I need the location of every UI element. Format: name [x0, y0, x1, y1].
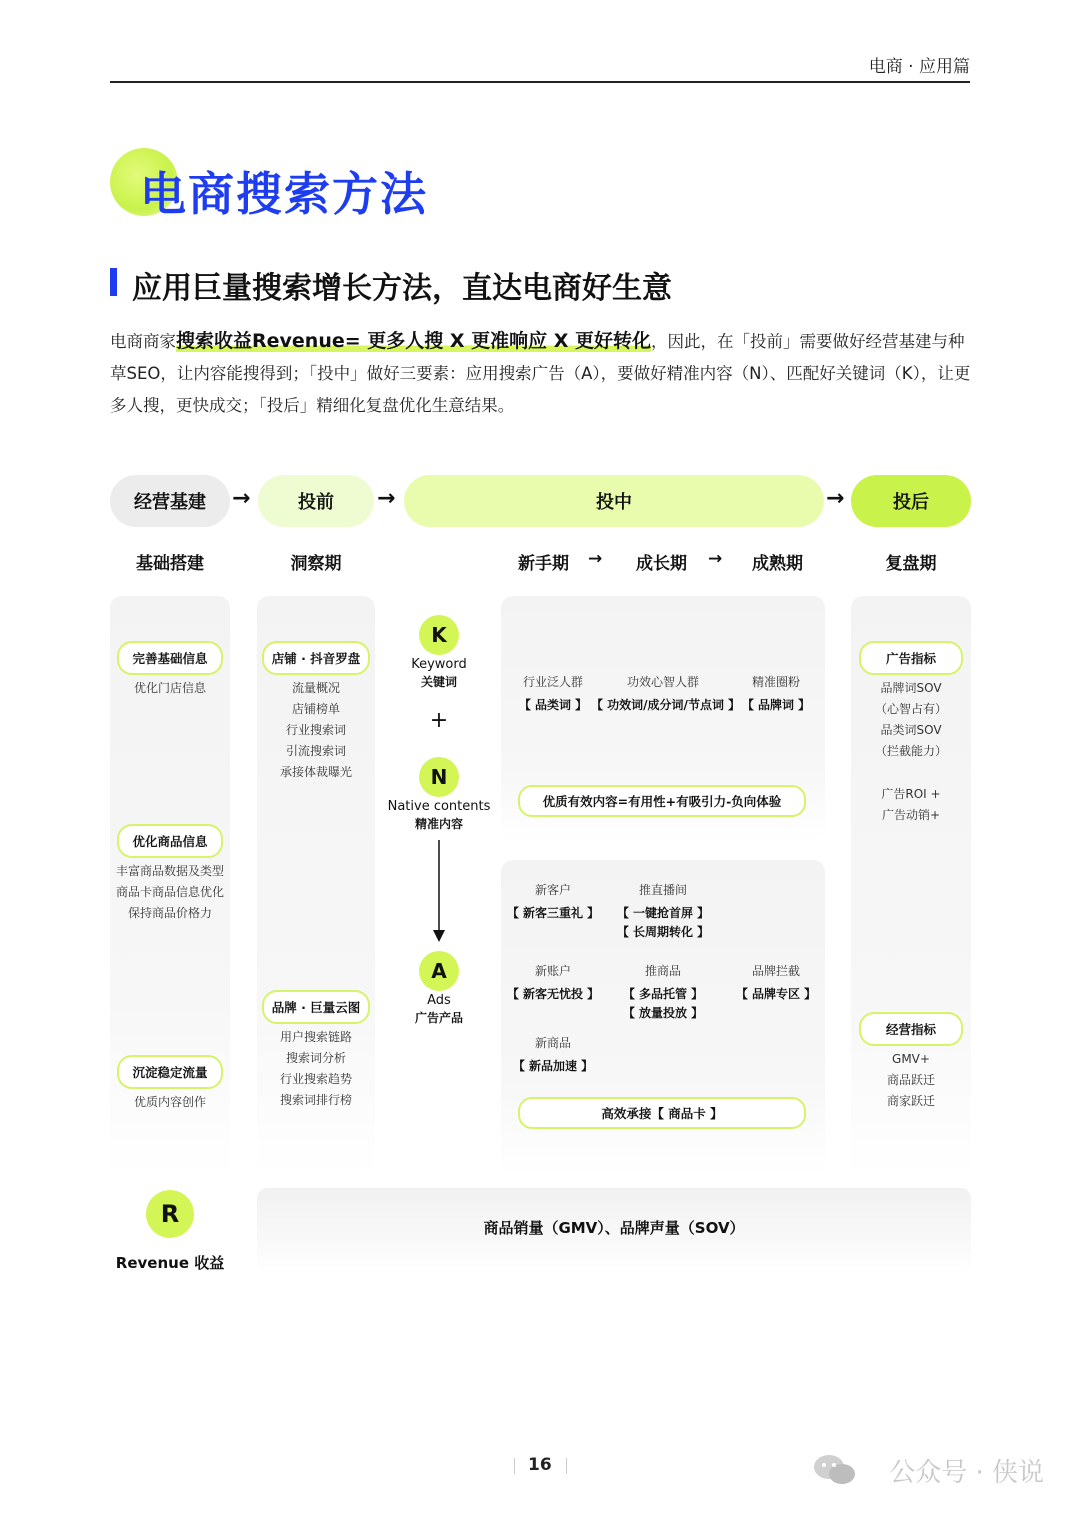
- mid-item-value: 【 多品托管 】: [622, 987, 704, 1001]
- post-item: 品类词SOV: [880, 723, 942, 737]
- phase-pre-pill: 投前: [258, 475, 374, 527]
- tag-basic-info: 完善基础信息: [117, 641, 223, 675]
- pre-item: 行业搜索词: [285, 723, 346, 737]
- pre-item: 搜索词分析: [285, 1051, 346, 1065]
- header-divider: [110, 81, 970, 83]
- ops-item: 保持商品价格力: [127, 906, 212, 920]
- mid-item-label: 推商品: [644, 964, 681, 978]
- intro-prefix: 电商商家: [110, 332, 176, 351]
- post-item: （拦截能力）: [874, 744, 947, 758]
- intro-formula: 搜索收益Revenue= 更多人搜 X 更准响应 X 更好转化: [176, 330, 652, 352]
- intro-body: ，因此，在「投前」需要做好经营基建与种草SEO，让内容能搜得到；「投中」做好三要素：应用搜索广告（A），要做好精准内容（N）、匹配好关键词（K），让更多人搜，更快成交；「投后」精细化复盘优化生意结果。: [110, 332, 971, 415]
- intro-paragraph: [110, 325, 972, 422]
- arrow-right-icon: →: [232, 486, 251, 511]
- mid-item-label: 品牌拦截: [751, 964, 800, 978]
- pre-item: 行业搜索趋势: [279, 1072, 352, 1086]
- k-english: Keyword: [411, 657, 467, 672]
- r-circle: R: [146, 1190, 194, 1238]
- n-chinese: 精准内容: [414, 817, 463, 831]
- tag-stable-traffic: 沉淀稳定流量: [117, 1055, 223, 1089]
- mid-group-value: 【 功效词/成分词/节点词 】: [591, 698, 741, 712]
- mid-group-value: 【 品类词 】: [518, 698, 588, 712]
- mid-item-label: 推直播间: [638, 883, 687, 897]
- k-circle: K: [419, 615, 459, 655]
- pre-item: 搜索词排行榜: [279, 1093, 352, 1107]
- page-number-divider: [514, 1458, 515, 1474]
- revenue-label: Revenue 收益: [115, 1254, 225, 1272]
- ops-item: 优质内容创作: [133, 1095, 206, 1109]
- pre-item: 用户搜索链路: [279, 1030, 352, 1044]
- post-item: 广告动销+: [881, 808, 941, 822]
- ops-item: 优化门店信息: [133, 681, 206, 695]
- mid-item-value: 【 长周期转化 】: [616, 925, 710, 939]
- mid-item-value: 【 品牌专区 】: [735, 987, 817, 1001]
- pre-item: 引流搜索词: [285, 744, 346, 758]
- stage-mature: 成熟期: [752, 554, 803, 574]
- phase-post-pill: 投后: [851, 475, 971, 527]
- stage-insight: 洞察期: [290, 554, 342, 574]
- n-circle: N: [419, 757, 459, 797]
- plus-icon: +: [429, 708, 449, 733]
- k-chinese: 关键词: [420, 675, 457, 689]
- mid-group-label: 行业泛人群: [522, 675, 583, 689]
- mid-item-value: 【 一键抢首屏 】: [616, 906, 710, 920]
- arrow-down-icon: [429, 840, 449, 944]
- mid-item-value: 【 放量投放 】: [622, 1006, 704, 1020]
- mid-group-label: 功效心智人群: [626, 675, 699, 689]
- mid-item-value: 【 新客无忧投 】: [506, 987, 600, 1001]
- post-item: （心智占有）: [874, 702, 947, 716]
- mid-group-value: 【 品牌词 】: [741, 698, 811, 712]
- watermark-text: 公众号 · 侠说: [889, 1458, 1044, 1488]
- mid-item-label: 新客户: [534, 883, 571, 897]
- post-item: 商品跃迁: [886, 1073, 935, 1087]
- arrow-right-icon: →: [588, 549, 603, 569]
- stage-growth: 成长期: [636, 554, 687, 574]
- product-card-pill: 高效承接【 商品卡 】: [518, 1097, 806, 1129]
- a-chinese: 广告产品: [414, 1011, 463, 1025]
- post-item: 商家跃迁: [886, 1094, 935, 1108]
- revenue-bar-text: 商品销量（GMV）、品牌声量（SOV）: [483, 1219, 745, 1237]
- post-item: 广告ROI +: [881, 787, 941, 801]
- tag-yuntu: 品牌 · 巨量云图: [262, 990, 370, 1024]
- ops-item: 丰富商品数据及类型: [115, 864, 224, 878]
- post-item: 品牌词SOV: [880, 681, 942, 695]
- mid-item-value: 【 新品加速 】: [512, 1059, 594, 1073]
- mid-item-label: 新商品: [534, 1036, 571, 1050]
- n-english: Native contents: [387, 799, 491, 814]
- phase-mid-pill: 投中: [404, 475, 824, 527]
- tag-douyin-compass: 店铺 · 抖音罗盘: [262, 641, 370, 675]
- a-circle: A: [419, 951, 459, 991]
- subtitle-accent-bar: [110, 268, 117, 296]
- post-item: GMV+: [892, 1052, 930, 1066]
- ops-item: 商品卡商品信息优化: [115, 885, 224, 899]
- tag-product-info: 优化商品信息: [117, 824, 223, 858]
- pre-item: 流量概况: [291, 681, 340, 695]
- section-label: 电商 · 应用篇: [868, 57, 970, 77]
- tag-business-metrics: 经营指标: [859, 1012, 963, 1046]
- wechat-icon: [812, 1452, 858, 1488]
- page-number: 16: [528, 1455, 552, 1475]
- quality-content-pill: 优质有效内容=有用性+有吸引力-负向体验: [518, 785, 806, 817]
- stage-new: 新手期: [518, 554, 569, 574]
- stage-review: 复盘期: [885, 554, 937, 574]
- mid-item-value: 【 新客三重礼 】: [506, 906, 600, 920]
- page-number-divider: [566, 1458, 567, 1474]
- page-subtitle: 应用巨量搜索增长方法，直达电商好生意: [132, 271, 672, 306]
- stage-build: 基础搭建: [136, 554, 204, 574]
- tag-ad-metrics: 广告指标: [859, 641, 963, 675]
- mid-group-label: 精准圈粉: [751, 675, 800, 689]
- arrow-right-icon: →: [826, 486, 845, 511]
- page-title: 电商搜索方法: [140, 167, 428, 221]
- phase-ops-pill: 经营基建: [110, 475, 230, 527]
- pre-item: 店铺榜单: [291, 702, 340, 716]
- mid-item-label: 新账户: [534, 964, 571, 978]
- pre-item: 承接体裁曝光: [279, 765, 352, 779]
- a-english: Ads: [427, 993, 451, 1008]
- arrow-right-icon: →: [708, 549, 723, 569]
- arrow-right-icon: →: [377, 486, 396, 511]
